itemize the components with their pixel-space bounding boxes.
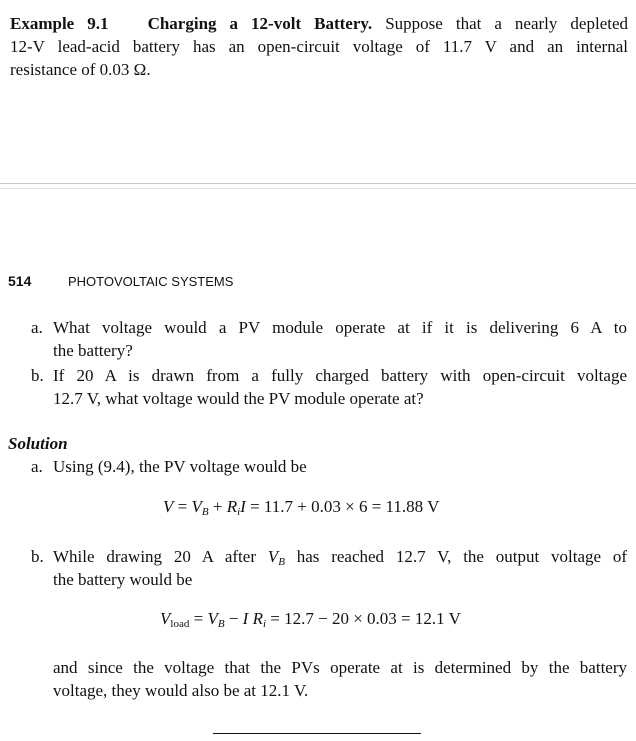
eq2-r: R (252, 609, 263, 628)
example-title: Charging a 12-volt Battery. (147, 14, 373, 33)
solution-heading (8, 432, 68, 455)
solution-final-line-2: voltage, they would also be at 12.1 V. (53, 681, 309, 700)
example-line-1 (10, 12, 628, 35)
eq1-r: R (226, 497, 238, 516)
eq1-plus: + (212, 497, 223, 516)
eq1-equals: = (177, 497, 188, 516)
question-b-line-1: If 20 A is drawn from a fully charged battery with open-circuit voltage (53, 366, 627, 385)
question-a-marker: a. (31, 318, 43, 337)
vb-inline: V (267, 547, 279, 566)
eq1-v: V (163, 497, 174, 516)
solution-final-line-1: and since the voltage that the PVs operate at is determined by the battery (53, 658, 627, 677)
solution-heading-text: Solution (8, 434, 68, 453)
running-title: PHOTOVOLTAIC SYSTEMS (68, 274, 234, 289)
page-separator-shadow (0, 188, 636, 189)
question-a-line-1: What voltage would a PV module operate at if it is delivering 6 A to (53, 318, 627, 337)
eq1-r-sub: i (237, 506, 241, 518)
solution-b-line-2: the battery would be (53, 570, 193, 589)
solution-a-text: Using (9.4), the PV voltage would be (53, 457, 307, 476)
eq2-equals: = (193, 609, 204, 628)
question-b-marker: b. (31, 366, 44, 385)
solution-a-marker: a. (31, 457, 43, 476)
eq2-rhs: = 12.7 − 20 × 0.03 = 12.1 V (270, 609, 461, 628)
eq2-i: I (242, 609, 249, 628)
example-line-2: 12-V lead-acid battery has an open-circuit voltage of 11.7 V and an internal (10, 37, 628, 56)
example-line-3: resistance of 0.03 Ω. (10, 60, 151, 79)
example-label: Example 9.1 (10, 14, 109, 33)
question-b-line-2: 12.7 V, what voltage would the PV module operate at? (53, 389, 424, 408)
equation-2 (160, 609, 461, 629)
solution-b-marker: b. (31, 547, 44, 566)
eq2-vb: V (207, 609, 218, 628)
end-rule (213, 733, 421, 734)
eq1-i: I (240, 497, 246, 516)
question-a-line-2: the battery? (53, 341, 133, 360)
eq2-vb-sub: B (217, 618, 225, 630)
solution-b-line-1: While drawing 20 A after $V_B$ has reached 12.7 V, the output voltage of (53, 547, 628, 568)
page-number: 514 (8, 273, 32, 289)
page-separator (0, 183, 636, 184)
eq2-r-sub: i (262, 618, 267, 630)
equation-1 (163, 497, 439, 517)
eq1-vb: V (191, 497, 202, 516)
eq2-v: V (160, 609, 171, 628)
example-text: Suppose that a nearly depleted (385, 14, 629, 33)
eq2-v-sub: load (170, 618, 190, 630)
eq1-rhs: = 11.7 + 0.03 × 6 = 11.88 V (250, 497, 440, 516)
eq2-minus: − (228, 609, 239, 628)
eq1-vb-sub: B (201, 506, 209, 518)
